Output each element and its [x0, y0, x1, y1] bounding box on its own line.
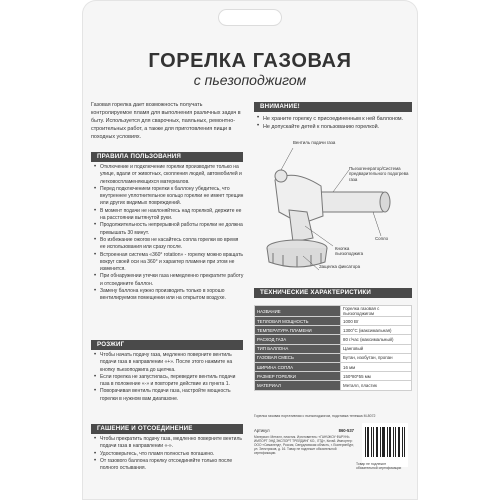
spec-value: Металл, пластик [341, 381, 412, 390]
spec-name: ТЕПЛОВАЯ МОЩНОСТЬ [255, 317, 341, 326]
product-card [82, 0, 418, 500]
shutdown-list [94, 436, 244, 472]
spec-value: 1300°С (максимальная) [341, 326, 412, 335]
spec-name: ТЕМПЕРАТУРА ПЛАМЕНИ [255, 326, 341, 335]
spec-value: Цанговый [341, 344, 412, 353]
product-title: ГОРЕЛКА ГАЗОВАЯ [148, 50, 352, 72]
spec-value: 80 г/час (максимальный) [341, 335, 412, 344]
list-item: • Не допускайте детей к пользованию горелкой. [257, 123, 409, 131]
list-item: • Отключение и подключение горелки производите только на улице, вдали от животных, скопления людей, автомобилей и легковоспламеняющихся материалов. [94, 164, 244, 186]
spec-name: РАСХОД ГАЗА [255, 335, 341, 344]
table-row [255, 317, 412, 326]
list-item: • Если горелка не запустилась, переведите вентиль подачи газа в положение «-» и повторите действие из пункта 1. [94, 374, 244, 389]
hang-hole [218, 9, 282, 26]
specs-heading: ТЕХНИЧЕСКИЕ ХАРАКТЕРИСТИКИ [254, 288, 412, 298]
list-item: • От газового баллона горелку отсоединяйте только после полного остывания. [94, 458, 244, 473]
maker-note: Горелка газовая портативная с пьезоподжигом, подставка тележка M-8072 [254, 414, 376, 418]
table-row [255, 372, 412, 381]
article-row [254, 428, 354, 433]
label-valve: Вентиль подачи газа [293, 140, 336, 145]
label-clamp: Защелка фиксатора [319, 264, 361, 269]
torch-diagram [253, 140, 413, 274]
list-item: • Перед подключением горелки к баллону убедитесь, что внутреннее уплотнительное кольцо горелки не имеет трещин или других видимых повреждений. [94, 186, 244, 208]
list-item: • Не храните горелку с присоединенным к ней баллоном. [257, 115, 409, 123]
manufacturer-info: Материал: Металл, пластик. Изготовитель: «ГАНЧЖОУ ФАРУНЬ ИМПОРТ ЭНД ЭКСПОРТ ТРЕЙДИНГ КО., ЛТД», Китай. Импортер: ООО «Сималенд», Россия, Свердловская область, г. Екатеринбург, ул. Электриков, д. 16. Товар не подлежит обязательной сертификации. [254, 435, 354, 456]
warning-heading: ВНИМАНИЕ! [254, 102, 412, 112]
specs-table [254, 305, 412, 391]
spec-value: 1000 Вт [341, 317, 412, 326]
list-item: • Чтобы прекратить подачу газа, медленно поверните вентиль подачи газа в направлении «-». [94, 436, 244, 451]
barcode [362, 423, 408, 467]
spec-value: Бутан, изобутан, пропан [341, 353, 412, 362]
table-row [255, 353, 412, 362]
valve-knob-shape [275, 170, 287, 182]
spec-value: Горелка газовая с пьезоподжигом [341, 306, 412, 317]
table-row [255, 362, 412, 371]
label-nozzle: Сопло [375, 236, 389, 241]
usage-heading: ПРАВИЛА ПОЛЬЗОВАНИЯ [91, 152, 243, 162]
ignition-list [94, 352, 244, 403]
product-subtitle: с пьезоподжигом [193, 72, 307, 88]
list-item: • В момент подачи не наклоняйтесь над горелкой, держите ее на расстоянии вытянутой руки. [94, 208, 244, 223]
list-item: • Чтобы начать подачу газа, медленно поверните вентиль подачи газа в направлении «+». После этого нажмите на кнопку пьезоподжига до щелчка. [94, 352, 244, 374]
table-row [255, 344, 412, 353]
article-label: Артикул [254, 428, 270, 433]
list-item: • При обнаружении утечки газа немедленно прекратите работу и отсоедините баллон. [94, 273, 244, 288]
spec-value: 16 мм [341, 362, 412, 371]
spec-value: 150*80*55 мм [341, 372, 412, 381]
list-item: • Продолжительность непрерывной работы горелки не должна превышать 30 минут. [94, 222, 244, 237]
table-row [255, 306, 412, 317]
nozzle-tip-shape [380, 192, 390, 212]
certification-note: Товар не подлежит обязательной сертификации [356, 462, 402, 471]
list-item: • Встроенная система «360° rotation» - горелку можно вращать вокруг своей оси на 360° и характер пламени при этом не изменится. [94, 252, 244, 274]
spec-name: РАЗМЕР ГОРЕЛКИ [255, 372, 341, 381]
ignition-heading: РОЗЖИГ [91, 340, 243, 350]
spec-name: ГАЗОВАЯ СМЕСЬ [255, 353, 341, 362]
spec-name: НАЗВАНИЕ [255, 306, 341, 317]
usage-list [94, 164, 244, 303]
label-piezo: Пьезогенератор/Система предварительного подогрева газа [349, 166, 409, 182]
table-row [255, 381, 412, 390]
label-button: Кнопка пьезоподжига [335, 246, 364, 257]
product-intro: Газовая горелка дает возможность получать контролируемое пламя для выполнения различных задач в быту. Используется для сварочных, паяльных, ремонтно-строительных работ, а также для приготовления пищи в походных условиях. [91, 102, 241, 140]
list-item: • Замену баллона нужно производить только в хорошо вентилируемом помещении или на открытом воздухе. [94, 288, 244, 303]
list-item: • Поворачивая вентиль подачи газа, настройте мощность горелки в нужном вам диапазоне. [94, 388, 244, 403]
table-row [255, 335, 412, 344]
list-item: • Удостоверьтесь, что пламя полностью погашено. [94, 451, 244, 458]
nozzle-shape [315, 192, 385, 212]
list-item: • Во избежание ожогов не касайтесь сопла горелки во время ее использования или сразу после. [94, 237, 244, 252]
spec-name: МАТЕРИАЛ [255, 381, 341, 390]
article-value: 860-537 [338, 428, 354, 433]
shutdown-heading: ГАШЕНИЕ И ОТСОЕДИНЕНИЕ [91, 424, 243, 434]
table-row [255, 326, 412, 335]
warning-list [257, 115, 409, 131]
spec-name: ШИРИНА СОПЛА [255, 362, 341, 371]
spec-name: ТИП БАЛЛОНА [255, 344, 341, 353]
